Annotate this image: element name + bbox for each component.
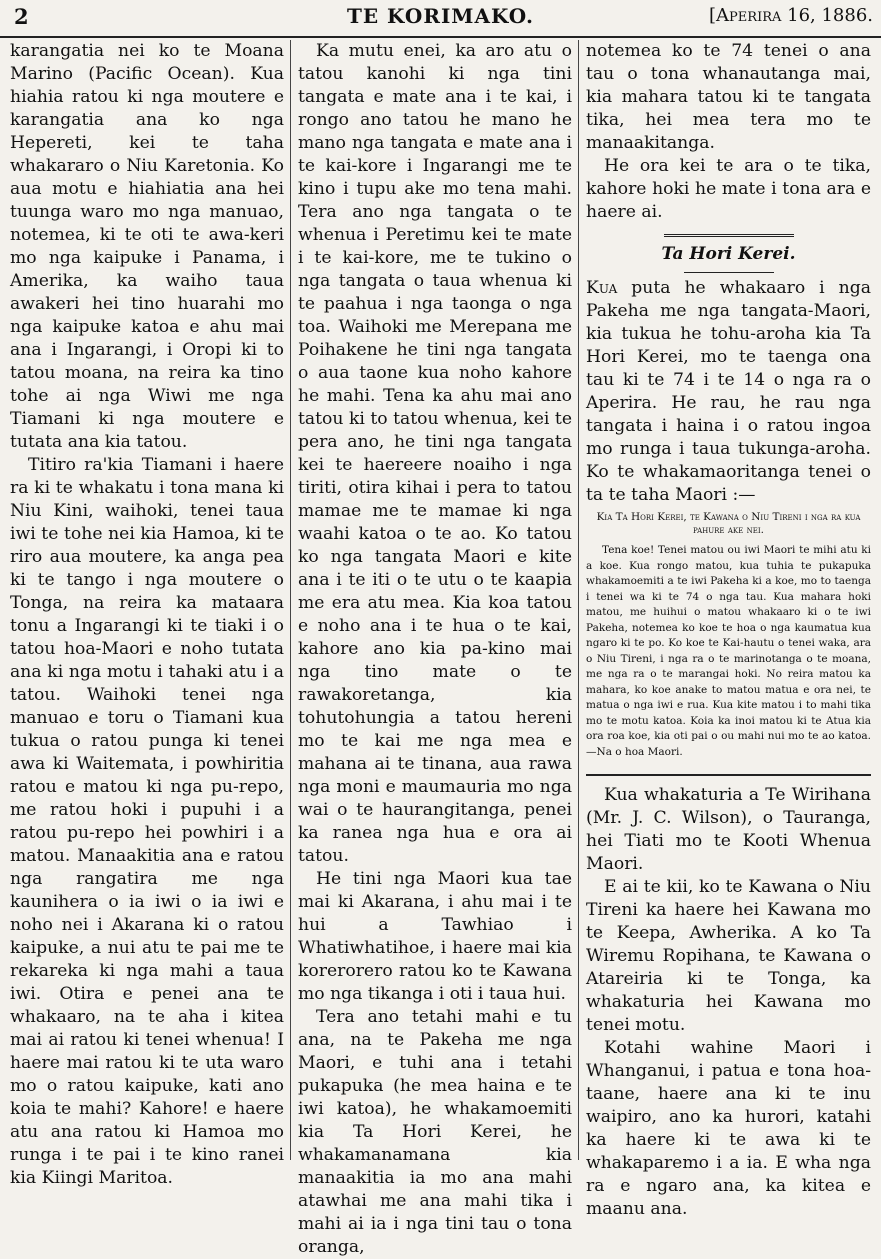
letter-body [586, 543, 871, 760]
article-heading: Ta Hori Kerei. [661, 244, 796, 264]
article-paragraph: karangatia nei ko te Moana Marino (Pacific Ocean). Kua hiahia ratou ki nga moutere e karangatia ana ko nga Hepereti, kei te taha whakararo o Niu Karetonia. Ko aua motu e hiahiatia ana hei tuunga waro mo nga manuao, notemea, ki te oti te awa-keri mo nga kaipuke i Panama, i Amerika, ka waiho taua awakeri hei tino huarahi mo nga kaipuke katoa e ahu mai ana i Ingarangi, i Oropi ki to tatou moana, na reira ka tino tohe ai nga Wiwi me nga Tiamani ki nga moutere e tutata ana kia tatou. [10, 41, 284, 452]
news-item: Kotahi wahine Maori i Whanganui, i patua e tona hoa-taane, haere ana ki te inu waipiro, ano ka hurori, katahi ka haere ki te awa ki te whakaparemo i a ia. E wha nga ra e ngaro ana, ka kitea e maanu ana. [586, 1038, 871, 1219]
news-item: Kua whakaturia a Te Wirihana (Mr. J. C. Wilson), o Tauranga, hei Tiati mo te Kooti Whenua Maori. [586, 785, 871, 874]
column-1 [10, 40, 284, 1188]
letter-address: Kia Ta Hori Kerei, te Kawana o Niu Tireni i nga ra kua pahure ake nei. [596, 511, 861, 536]
masthead [0, 0, 881, 38]
article-paragraph [586, 277, 871, 507]
article-paragraph: Tera ano tetahi mahi e tu ana, na te Pakeha me nga Maori, e tuhi ana i tetahi pukapuka (he mea haina e te iwi katoa), he whakamoemiti kia Ta Hori Kerei, he whakamanamana kia manaakitia ia mo ana mahi atawhai me ana mahi tika i mahi ai ia i nga tini tau o tona oranga, [298, 1007, 572, 1257]
article-paragraph: He tini nga Maori kua tae mai ki Akarana, i ahu mai i te hui a Tawhiao i Whatiwhatihoe, i haere mai kia korerorero ratou ko te Kawana mo nga tikanga i oti i taua hui. [298, 869, 572, 1004]
opening-word: Kua [586, 278, 618, 298]
article-paragraph: notemea ko te 74 tenei o ana tau o tona whanautanga mai, kia mahara tatou ki te tangata tika, hei mea tera mo te manaakitanga. [586, 41, 871, 153]
heading-divider [684, 272, 774, 273]
column-divider [290, 40, 291, 1160]
section-divider [586, 774, 871, 776]
section-divider [664, 234, 794, 237]
newspaper-title: TE KORIMAKO. [346, 4, 535, 28]
article-paragraph: Titiro ra'kia Tiamani i haere ra ki te whakatu i tona mana ki Niu Kini, waihoki, tenei taua iwi te tohe nei kia Hamoa, ki te riro aua moutere, ka anga pea ki te tango i nga moutere o Tonga, na reira ka mataara tonu a Ingarangi ki te tiaki i o tatou hoa-Maori e noho tutata ana ki nga motu i tahaki atu i a tatou. Waihoki tenei nga manuao e toru o Tiamani kua tukua o ratou punga ki tenei awa ki Waitemata, i powhiritia ratou e matou ki nga pu-repo, me ratou hoki i pupuhi i a ratou pu-repo hei powhiri i a matou. Manaakitia ana e ratou nga rangatira me nga kaunihera o ia iwi o ia iwi e noho nei i Akarana ki o ratou kaipuke, a nui atu te pai me te rekareka ki nga mahi a taua iwi. Otira e penei ana te whakaaro, na te aha i kitea mai ai ratou ki tenei whenua! I haere mai ratou ki te uta waro mo o ratou kaipuke, kati ano koia te mahi? Kahore! e haere atu ana ratou ki Hamoa mo runga i te pai i te kino ranei kia Kiingi Maritoa. [10, 455, 284, 1188]
column-3 [586, 40, 871, 1219]
page-number: 2 [14, 4, 29, 29]
column-2 [298, 40, 572, 1257]
issue-date: [Aperira 16, 1886. [709, 5, 873, 26]
news-item: E ai te kii, ko te Kawana o Niu Tireni ka haere hei Kawana mo te Keepa, Awherika. A ko Ta Wiremu Ropihana, te Kawana o Atareiria ki te Tonga, ka whakaturia hei Kawana mo tenei motu. [586, 877, 871, 1035]
column-divider [578, 40, 579, 1160]
letter-text: Tena koe! Tenei matou ou iwi Maori te mihi atu ki a koe. Kua rongo matou, kua tuhia te pukapuka whakamoemiti a te iwi Pakeha ki a koe, mo to taenga i tenei wa ki te 74 o nga tau. Kua mahara hoki matou, me huihui o matou whakaaro ki o te iwi Pakeha, notemea ko koe te hoa o nga kaumatua kua ngaro ki te po. Ko koe te Kai-hautu o tenei waka, ara o Niu Tireni, i nga ra o te marinotanga o te moana, me nga ra o te marangai hoki. No reira matou ka mahara, ko koe anake to matou matua e ora nei, te matua o nga iwi e rua. Kua kite matou i to mahi tika mo te motu katoa. Koia ka inoi matou ki te Atua kia ora roa koe, kia oti pai o ou mahi nui mo te ao katoa.—Na o hoa Maori. [586, 544, 871, 758]
article-paragraph: He ora kei te ara o te tika, kahore hoki he mate i tona ara e haere ai. [586, 156, 871, 222]
article-text: puta he whakaaro i nga Pakeha me nga tangata-Maori, kia tukua he tohu-aroha kia Ta Hori Kerei, mo te taenga ona tau ki te 74 i te 14 o nga ra o Aperira. He rau, he rau nga tangata i haina i o ratou ingoa mo runga i taua tukunga-aroha. Ko te whakamaoritanga tenei o ta te taha Maori :— [586, 278, 871, 505]
article-paragraph: Ka mutu enei, ka aro atu o tatou kanohi ki nga tini tangata e mate ana i te kai, i rongo ano tatou he mano he mano nga tangata e mate ana i te kai-kore i Ingarangi me te kino i tupu ake mo tena mahi. Tera ano nga tangata o te whenua i Peretimu kei te mate i te kai-kore, me te tukino o nga tangata o taua whenua ki te paahua i nga taonga o nga toa. Waihoki me Merepana me Poihakene he tini nga tangata o aua taone kua noho kahore he mahi. Tena ka ahu mai ano tatou ki to tatou whenua, kei te pera ano, he tini nga tangata kei te haereere noaiho i nga tiriti, otira kihai i pera to tatou mamae me te mamae ki nga waahi katoa o te ao. Ko tatou ko nga tangata Maori e kite ana i te iti o te utu o te kaapia me era atu mea. Kia koa tatou e noho ana i te hua o te kai, kahore ano kia pa-kino mai nga tino mate o te rawakoretanga, kia tohutohungia a tatou hereni mo te kai me nga mea e mahana ai te tinana, aua rawa nga moni e maumauria mo nga wai o te haurangitanga, penei ka ranea nga hua e ora ai tatou. [298, 41, 572, 866]
